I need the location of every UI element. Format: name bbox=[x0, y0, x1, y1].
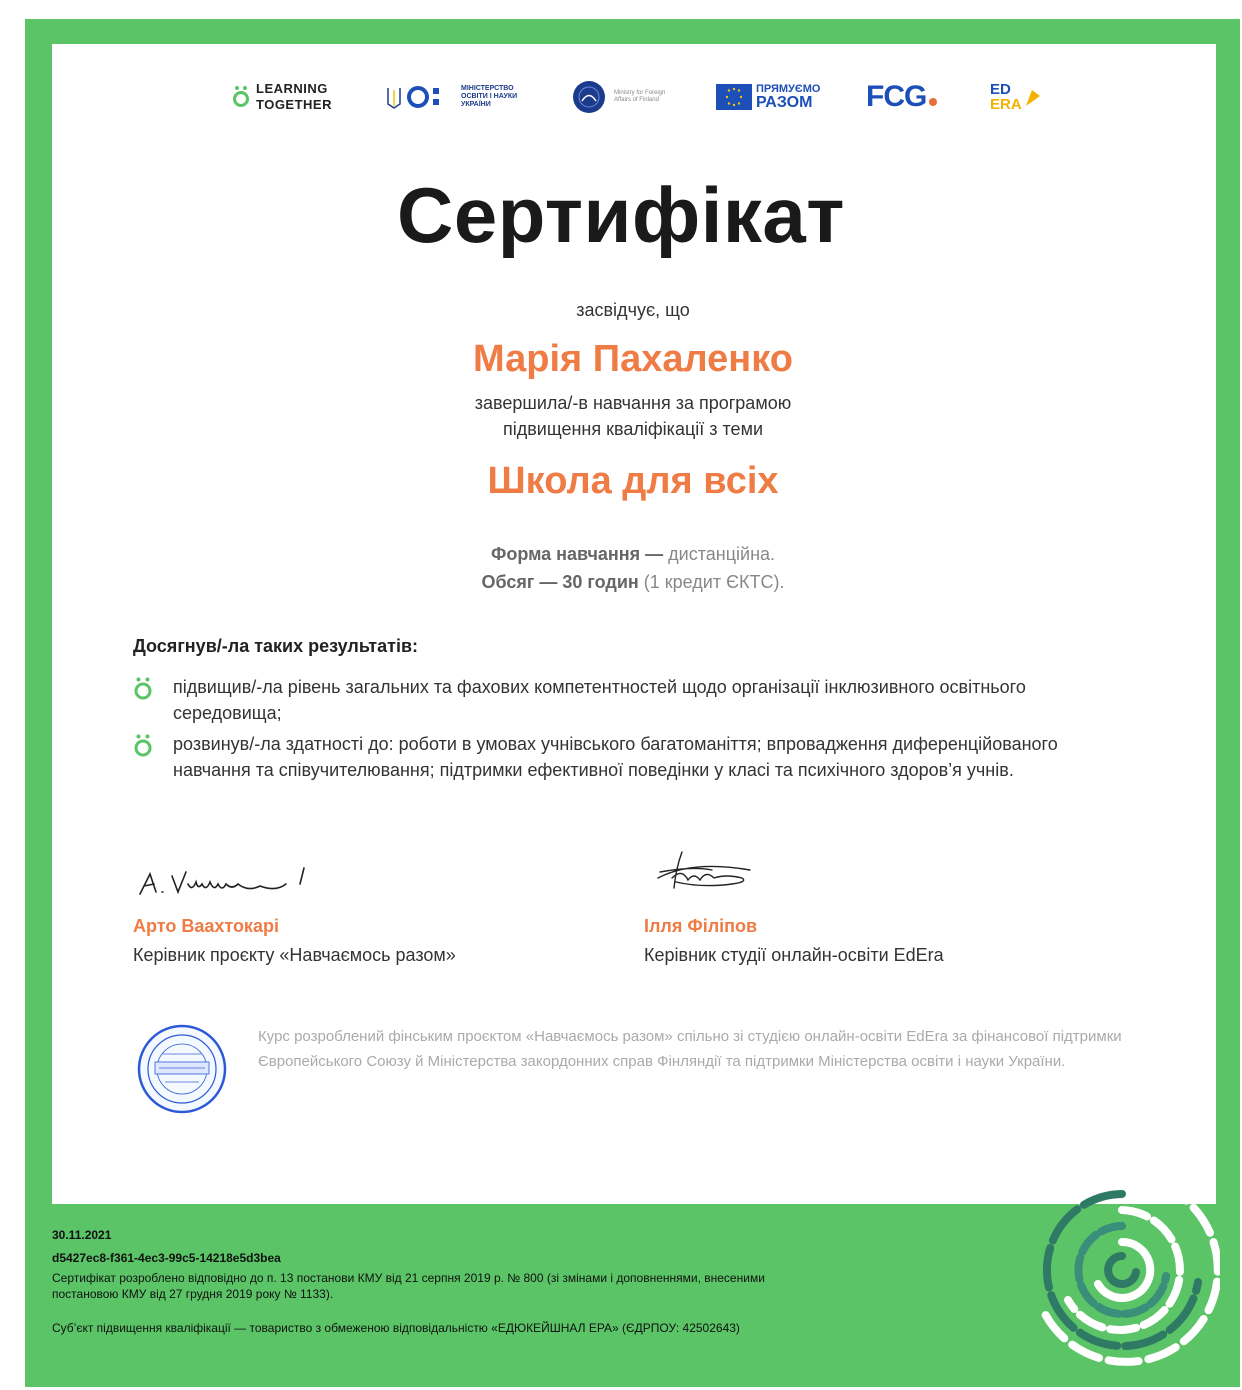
signer-role: Керівник проєкту «Навчаємось разом» bbox=[133, 945, 456, 965]
edera-logo bbox=[990, 74, 1042, 120]
provider-entity: Суб’єкт підвищення кваліфікації — товариство з обмеженою відповідальністю «ЕДЮКЕЙШНАЛ ЕРА» (ЄДРПОУ: 42502643) bbox=[52, 1321, 740, 1335]
edera-line2: ERA bbox=[990, 96, 1022, 113]
eu-flag-icon bbox=[716, 84, 752, 110]
signer-role: Керівник студії онлайн-освіти EdEra bbox=[644, 945, 944, 965]
study-volume-value: (1 кредит ЄКТС). bbox=[638, 572, 785, 592]
decorative-spiral-logo bbox=[1024, 1172, 1220, 1368]
mon-line3: УКРАЇНИ bbox=[461, 101, 491, 108]
lt-line1: LEARNING bbox=[256, 81, 328, 96]
course-title: Школа для всіх bbox=[487, 460, 779, 502]
official-stamp-seal bbox=[137, 1024, 227, 1114]
signature-filipov bbox=[652, 848, 762, 894]
signer-name: Ілля Філіпов bbox=[644, 916, 758, 936]
ministry-education-logo bbox=[385, 74, 521, 120]
mon-line1: МІНІСТЕРСТВО bbox=[461, 85, 514, 92]
fcg-dot-icon bbox=[929, 98, 937, 106]
partner-logos bbox=[0, 74, 1242, 120]
learning-together-icon bbox=[232, 85, 250, 109]
issue-date: 30.11.2021 bbox=[52, 1228, 112, 1242]
fcg-text: FCG bbox=[866, 80, 927, 113]
globe-icon bbox=[572, 80, 606, 114]
bullet-icon bbox=[133, 731, 173, 783]
study-volume-line bbox=[0, 572, 1242, 593]
signature-vaahtokari bbox=[136, 862, 326, 902]
results-heading: Досягнув/-ла таких результатів: bbox=[133, 636, 419, 656]
mon-line2: ОСВІТИ І НАУКИ bbox=[461, 93, 518, 100]
completion-text bbox=[0, 390, 1242, 442]
study-form-label: Форма навчання — bbox=[490, 544, 664, 564]
study-volume-label: Обсяг — 30 годин bbox=[481, 572, 639, 592]
learning-together-logo bbox=[232, 74, 332, 120]
certificate-title: Сертифікат bbox=[396, 171, 845, 259]
ministry-education-icon bbox=[385, 84, 455, 110]
ministry-foreign-finland-logo bbox=[572, 74, 674, 120]
study-form-value: дистанційна. bbox=[663, 544, 776, 564]
result-text: підвищив/-ла рівень загальних та фахових компетентностей щодо організації інклюзивного освітнього середовища; bbox=[173, 677, 1026, 723]
result-item bbox=[133, 731, 1133, 783]
mfa-line2: Affairs of Finland bbox=[614, 97, 659, 103]
lt-line2: TOGETHER bbox=[256, 97, 332, 112]
course-footnote: Курс розроблений фінським проєктом «Навчаємось разом» спільно зі студією онлайн-освіти EdEra за фінансової підтримки Європейського Союзу й Міністерства закордонних справ Фінляндії та підтримки Міністерства освіти і науки України. bbox=[258, 1028, 1122, 1070]
completion-line2: підвищення кваліфікації з теми bbox=[503, 419, 763, 439]
result-item bbox=[133, 674, 1133, 726]
legal-basis-line1: Сертифікат розроблено відповідно до п. 13 постанови КМУ від 21 серпня 2019 р. № 800 (зі змінами і доповненнями, внесеними bbox=[52, 1271, 765, 1285]
edera-arrow-icon bbox=[1022, 86, 1042, 108]
certifies-text: засвідчує, що bbox=[576, 300, 690, 320]
eu-line2: РАЗОМ bbox=[756, 93, 813, 111]
mfa-line1: Ministry for Foreign bbox=[614, 90, 666, 96]
certificate-id: d5427ec8-f361-4ec3-99c5-14218e5d3bea bbox=[52, 1251, 281, 1265]
study-form-line bbox=[0, 544, 1242, 565]
edera-line1: ED bbox=[990, 81, 1011, 98]
signer-name: Арто Ваахтокарі bbox=[133, 916, 279, 936]
eu-line1: ПРЯМУЄМО bbox=[756, 82, 821, 95]
completion-line1: завершила/-в навчання за програмою bbox=[474, 393, 792, 413]
result-text: розвинув/-ла здатності до: роботи в умовах учнівського багатоманіття; впровадження диференційованого навчання та співучителювання; підтримки ефективної поведінки у класі та психічного здоров’я учнів. bbox=[173, 734, 1058, 780]
recipient-name: Марія Пахаленко bbox=[473, 338, 793, 380]
legal-basis-line2: постановою КМУ від 27 грудня 2019 року № 1133). bbox=[52, 1287, 334, 1301]
fcg-logo bbox=[866, 74, 937, 120]
bullet-icon bbox=[133, 674, 173, 726]
eu-pryamuemo-razom-logo bbox=[716, 74, 820, 120]
